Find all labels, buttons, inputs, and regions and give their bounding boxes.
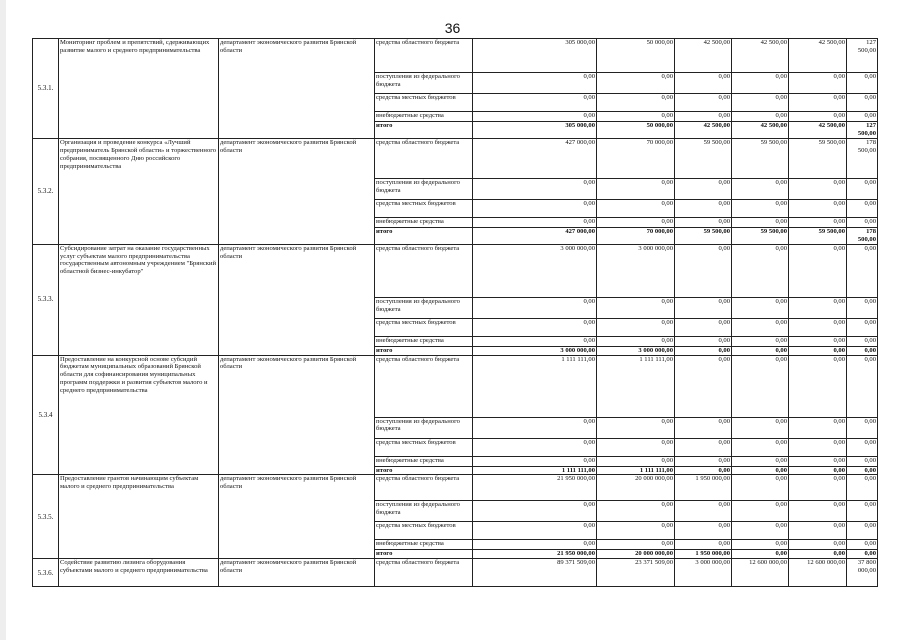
amount-cell: 0,00 [675,417,732,438]
amount-cell: 0,00 [732,355,789,417]
amount-cell: 0,00 [789,522,847,540]
amount-cell: 0,00 [732,94,789,112]
amount-cell: 0,00 [473,199,597,217]
funding-source: поступления из федерального бюджета [375,417,473,438]
amount-cell: 127 500,00 [847,122,878,139]
amount-cell: 20 000 000,00 [597,550,675,559]
amount-cell: 0,00 [732,438,789,456]
amount-cell: 0,00 [732,73,789,94]
amount-cell: 1 111 111,00 [473,466,597,475]
amount-cell: 0,00 [473,73,597,94]
amount-cell: 0,00 [847,297,878,318]
amount-cell: 0,00 [473,178,597,199]
funding-source: средства областного бюджета [375,39,473,73]
amount-cell: 0,00 [597,94,675,112]
amount-cell: 0,00 [847,466,878,475]
amount-cell: 42 500,00 [675,122,732,139]
measure-code: 5.3.4 [33,355,59,475]
amount-cell: 3 000 000,00 [473,244,597,297]
amount-cell: 0,00 [789,417,847,438]
funding-source: итого [375,122,473,139]
amount-cell: 0,00 [789,244,847,297]
amount-cell: 59 500,00 [675,227,732,244]
funding-source: средства областного бюджета [375,138,473,178]
amount-cell: 0,00 [789,475,847,501]
amount-cell: 0,00 [789,73,847,94]
amount-cell: 1 950 000,00 [675,475,732,501]
amount-cell: 0,00 [732,346,789,355]
amount-cell: 0,00 [473,217,597,227]
amount-cell: 0,00 [675,73,732,94]
amount-cell: 0,00 [675,540,732,550]
amount-cell: 37 800 000,00 [847,559,878,587]
funding-source: средства местных бюджетов [375,438,473,456]
table-row [33,475,878,501]
measure-name: Предоставление на конкурсной основе субсидий бюджетам муниципальных образований Брянской области для софинансирования муниципальных программ поддержки и развития субъектов малого и среднего предпринимательства [59,355,219,475]
amount-cell: 0,00 [732,466,789,475]
amount-cell: 70 000,00 [597,138,675,178]
measure-name: Организация и проведение конкурса «Лучший предприниматель Брянской области» и торжественного собрания, посвященного Дню российского предпринимательства [59,138,219,244]
amount-cell: 59 500,00 [732,227,789,244]
measure-name: Содействие развитию лизинга оборудования субъектами малого и среднего предпринимательства [59,559,219,587]
amount-cell: 0,00 [473,297,597,318]
amount-cell: 0,00 [473,94,597,112]
amount-cell: 0,00 [732,456,789,466]
amount-cell: 0,00 [732,297,789,318]
amount-cell: 0,00 [732,244,789,297]
amount-cell: 0,00 [597,112,675,122]
amount-cell: 127 500,00 [847,39,878,73]
amount-cell: 0,00 [789,199,847,217]
amount-cell: 0,00 [675,336,732,346]
amount-cell: 1 111 111,00 [597,466,675,475]
amount-cell: 0,00 [597,178,675,199]
amount-cell: 0,00 [847,522,878,540]
amount-cell: 23 371 509,00 [597,559,675,587]
amount-cell: 59 500,00 [675,138,732,178]
amount-cell: 3 000 000,00 [597,244,675,297]
funding-source: внебюджетные средства [375,112,473,122]
amount-cell: 0,00 [675,217,732,227]
amount-cell: 0,00 [597,336,675,346]
amount-cell: 0,00 [597,540,675,550]
amount-cell: 0,00 [789,550,847,559]
amount-cell: 0,00 [473,318,597,336]
amount-cell: 0,00 [789,112,847,122]
amount-cell: 0,00 [597,417,675,438]
funding-source: итого [375,227,473,244]
amount-cell: 0,00 [789,355,847,417]
amount-cell: 3 000 000,00 [473,346,597,355]
amount-cell: 0,00 [597,199,675,217]
amount-cell: 305 000,00 [473,39,597,73]
funding-source: внебюджетные средства [375,336,473,346]
amount-cell: 178 500,00 [847,138,878,178]
funding-source: внебюджетные средства [375,217,473,227]
amount-cell: 0,00 [789,346,847,355]
amount-cell: 0,00 [675,466,732,475]
amount-cell: 0,00 [597,217,675,227]
amount-cell: 0,00 [675,297,732,318]
funding-source: внебюджетные средства [375,456,473,466]
amount-cell: 59 500,00 [789,138,847,178]
amount-cell: 0,00 [473,336,597,346]
amount-cell: 20 000 000,00 [597,475,675,501]
measure-code: 5.3.3. [33,244,59,355]
measure-code: 5.3.5. [33,475,59,559]
amount-cell: 0,00 [473,522,597,540]
amount-cell: 0,00 [847,178,878,199]
funding-source: средства областного бюджета [375,559,473,587]
amount-cell: 0,00 [847,336,878,346]
executor: департамент экономического развития Брянской области [219,559,375,587]
executor: департамент экономического развития Брянской области [219,244,375,355]
amount-cell: 0,00 [789,297,847,318]
amount-cell: 0,00 [675,318,732,336]
amount-cell: 0,00 [732,336,789,346]
amount-cell: 0,00 [732,522,789,540]
amount-cell: 0,00 [597,438,675,456]
amount-cell: 0,00 [473,417,597,438]
amount-cell: 12 600 000,00 [732,559,789,587]
amount-cell: 0,00 [847,346,878,355]
funding-source: поступления из федерального бюджета [375,73,473,94]
amount-cell: 0,00 [847,217,878,227]
amount-cell: 70 000,00 [597,227,675,244]
amount-cell: 3 000 000,00 [597,346,675,355]
amount-cell: 427 000,00 [473,138,597,178]
amount-cell: 0,00 [597,501,675,522]
amount-cell: 0,00 [675,456,732,466]
funding-source: средства местных бюджетов [375,94,473,112]
amount-cell: 0,00 [597,318,675,336]
funding-source: средства местных бюджетов [375,522,473,540]
funding-source: итого [375,346,473,355]
amount-cell: 0,00 [847,456,878,466]
executor: департамент экономического развития Брянской области [219,475,375,559]
amount-cell: 50 000,00 [597,39,675,73]
table-row [33,138,878,178]
table-row [33,355,878,417]
amount-cell: 0,00 [732,178,789,199]
amount-cell: 42 500,00 [789,122,847,139]
amount-cell: 0,00 [732,417,789,438]
amount-cell: 59 500,00 [732,138,789,178]
funding-source: средства местных бюджетов [375,318,473,336]
funding-source: средства областного бюджета [375,244,473,297]
amount-cell: 0,00 [473,438,597,456]
page-number: 36 [444,20,461,36]
amount-cell: 0,00 [675,522,732,540]
funding-source: итого [375,466,473,475]
amount-cell: 21 950 000,00 [473,475,597,501]
amount-cell: 0,00 [473,501,597,522]
amount-cell: 89 371 509,00 [473,559,597,587]
table-row [33,559,878,587]
amount-cell: 0,00 [597,522,675,540]
amount-cell: 1 111 111,00 [597,355,675,417]
amount-cell: 0,00 [789,456,847,466]
funding-source: поступления из федерального бюджета [375,297,473,318]
amount-cell: 0,00 [789,217,847,227]
amount-cell: 42 500,00 [675,39,732,73]
amount-cell: 0,00 [789,438,847,456]
table-row [33,39,878,73]
table-row [33,244,878,297]
amount-cell: 0,00 [675,501,732,522]
measure-code: 5.3.6. [33,559,59,587]
amount-cell: 0,00 [732,475,789,501]
amount-cell: 0,00 [473,456,597,466]
amount-cell: 0,00 [675,244,732,297]
amount-cell: 0,00 [847,355,878,417]
amount-cell: 0,00 [847,112,878,122]
amount-cell: 0,00 [732,217,789,227]
amount-cell: 0,00 [473,540,597,550]
funding-source: внебюджетные средства [375,540,473,550]
measure-code: 5.3.2. [33,138,59,244]
amount-cell: 0,00 [847,318,878,336]
amount-cell: 0,00 [789,94,847,112]
amount-cell: 0,00 [675,112,732,122]
amount-cell: 0,00 [732,540,789,550]
amount-cell: 0,00 [473,112,597,122]
amount-cell: 0,00 [847,244,878,297]
amount-cell: 178 500,00 [847,227,878,244]
amount-cell: 0,00 [732,112,789,122]
amount-cell: 305 000,00 [473,122,597,139]
amount-cell: 0,00 [675,355,732,417]
amount-cell: 0,00 [847,501,878,522]
amount-cell: 0,00 [732,550,789,559]
amount-cell: 0,00 [675,94,732,112]
amount-cell: 0,00 [847,73,878,94]
executor: департамент экономического развития Брянской области [219,138,375,244]
amount-cell: 0,00 [675,178,732,199]
amount-cell: 0,00 [847,417,878,438]
amount-cell: 427 000,00 [473,227,597,244]
amount-cell: 0,00 [732,318,789,336]
amount-cell: 0,00 [789,178,847,199]
amount-cell: 0,00 [789,501,847,522]
amount-cell: 0,00 [847,475,878,501]
amount-cell: 12 600 000,00 [789,559,847,587]
amount-cell: 0,00 [732,501,789,522]
amount-cell: 0,00 [675,438,732,456]
amount-cell: 0,00 [789,318,847,336]
funding-source: поступления из федерального бюджета [375,501,473,522]
executor: департамент экономического развития Брянской области [219,39,375,139]
funding-source: итого [375,550,473,559]
amount-cell: 0,00 [675,199,732,217]
amount-cell: 42 500,00 [789,39,847,73]
measure-code: 5.3.1. [33,39,59,139]
funding-source: средства областного бюджета [375,355,473,417]
measure-name: Мониторинг проблем и препятствий, сдерживающих развитие малого и среднего предпринимательства [59,39,219,139]
funding-source: поступления из федерального бюджета [375,178,473,199]
scan-edge [0,0,6,640]
amount-cell: 3 000 000,00 [675,559,732,587]
amount-cell: 0,00 [847,94,878,112]
amount-cell: 0,00 [789,540,847,550]
measure-name: Субсидирование затрат на оказание государственных услуг субъектам малого предпринимательства государственным автономным учреждением "Брянский областной бизнес-инкубатор" [59,244,219,355]
amount-cell: 42 500,00 [732,122,789,139]
amount-cell: 50 000,00 [597,122,675,139]
amount-cell: 0,00 [847,540,878,550]
executor: департамент экономического развития Брянской области [219,355,375,475]
amount-cell: 0,00 [789,466,847,475]
amount-cell: 0,00 [847,199,878,217]
amount-cell: 0,00 [847,438,878,456]
amount-cell: 1 950 000,00 [675,550,732,559]
amount-cell: 0,00 [789,336,847,346]
funding-source: средства областного бюджета [375,475,473,501]
amount-cell: 0,00 [847,550,878,559]
amount-cell: 0,00 [732,199,789,217]
amount-cell: 0,00 [597,73,675,94]
amount-cell: 42 500,00 [732,39,789,73]
measure-name: Предоставление грантов начинающим субъектам малого и среднего предпринимательства [59,475,219,559]
amount-cell: 0,00 [597,297,675,318]
amount-cell: 0,00 [597,456,675,466]
funding-source: средства местных бюджетов [375,199,473,217]
budget-table [32,38,878,587]
amount-cell: 59 500,00 [789,227,847,244]
amount-cell: 0,00 [675,346,732,355]
amount-cell: 21 950 000,00 [473,550,597,559]
amount-cell: 1 111 111,00 [473,355,597,417]
